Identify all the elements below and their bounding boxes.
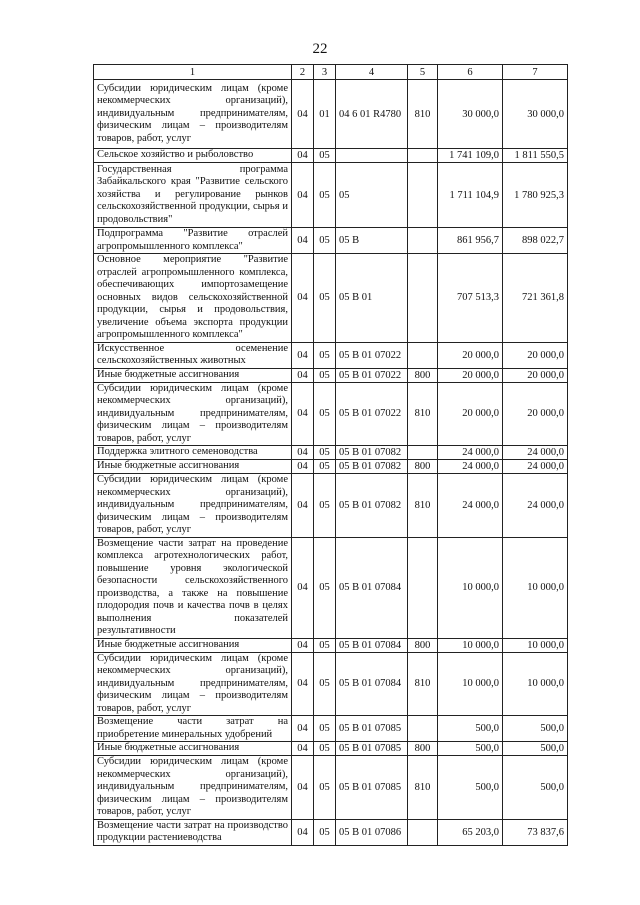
table-row [94, 163, 568, 228]
header-col-name: 1 [94, 65, 292, 80]
header-col-pr: 3 [314, 65, 336, 80]
row-subsection-code: 05 [314, 382, 336, 446]
row-target-article-code: 05 В 01 07084 [336, 537, 408, 638]
row-target-article-code: 05 В 01 07085 [336, 716, 408, 742]
row-sum-year1: 500,0 [438, 716, 503, 742]
table-row [94, 474, 568, 538]
row-sum-year1: 24 000,0 [438, 460, 503, 474]
row-section-code: 04 [292, 149, 314, 163]
row-name: Возмещение части затрат на приобретение минеральных удобрений [94, 716, 292, 742]
row-sum-year2: 73 837,6 [503, 819, 568, 845]
row-name: Подпрограмма "Развитие отраслей агропромышленного комплекса" [94, 228, 292, 254]
row-subsection-code: 05 [314, 537, 336, 638]
row-expense-type-code [408, 163, 438, 228]
header-col-sum-year1: 6 [438, 65, 503, 80]
row-sum-year1: 65 203,0 [438, 819, 503, 845]
row-sum-year2: 10 000,0 [503, 652, 568, 716]
row-target-article-code: 05 В 01 07086 [336, 819, 408, 845]
row-name: Субсидии юридическим лицам (кроме некоммерческих организаций), индивидуальным предпринимателям, физическим лицам – производителям товаров, работ, услуг [94, 382, 292, 446]
row-subsection-code: 05 [314, 742, 336, 756]
header-col-sum-year2: 7 [503, 65, 568, 80]
row-expense-type-code [408, 716, 438, 742]
row-name: Субсидии юридическим лицам (кроме некоммерческих организаций), индивидуальным предпринимателям, физическим лицам – производителям товаров, работ, услуг [94, 80, 292, 149]
row-target-article-code: 05 В 01 07084 [336, 652, 408, 716]
row-subsection-code: 05 [314, 254, 336, 343]
row-target-article-code [336, 149, 408, 163]
row-target-article-code: 05 В 01 07022 [336, 368, 408, 382]
row-sum-year1: 20 000,0 [438, 342, 503, 368]
row-expense-type-code [408, 446, 438, 460]
row-target-article-code: 05 В [336, 228, 408, 254]
row-target-article-code: 04 6 01 R4780 [336, 80, 408, 149]
row-section-code: 04 [292, 163, 314, 228]
row-expense-type-code [408, 228, 438, 254]
row-expense-type-code [408, 149, 438, 163]
row-expense-type-code: 800 [408, 742, 438, 756]
row-sum-year2: 24 000,0 [503, 474, 568, 538]
row-expense-type-code: 800 [408, 460, 438, 474]
row-target-article-code: 05 В 01 07022 [336, 342, 408, 368]
row-target-article-code: 05 В 01 07085 [336, 742, 408, 756]
table-row [94, 446, 568, 460]
row-section-code: 04 [292, 716, 314, 742]
row-section-code: 04 [292, 460, 314, 474]
table-row [94, 819, 568, 845]
row-name: Поддержка элитного семеноводства [94, 446, 292, 460]
row-subsection-code: 05 [314, 756, 336, 820]
row-sum-year2: 898 022,7 [503, 228, 568, 254]
row-target-article-code: 05 В 01 07085 [336, 756, 408, 820]
row-sum-year1: 10 000,0 [438, 652, 503, 716]
row-sum-year1: 500,0 [438, 756, 503, 820]
header-col-csr: 4 [336, 65, 408, 80]
row-subsection-code: 05 [314, 149, 336, 163]
row-sum-year1: 707 513,3 [438, 254, 503, 343]
row-sum-year1: 500,0 [438, 742, 503, 756]
row-target-article-code: 05 В 01 07082 [336, 460, 408, 474]
row-name: Субсидии юридическим лицам (кроме некоммерческих организаций), индивидуальным предпринимателям, физическим лицам – производителям товаров, работ, услуг [94, 652, 292, 716]
row-name: Иные бюджетные ассигнования [94, 368, 292, 382]
row-expense-type-code [408, 537, 438, 638]
row-section-code: 04 [292, 80, 314, 149]
row-name: Субсидии юридическим лицам (кроме некоммерческих организаций), индивидуальным предпринимателям, физическим лицам – производителям товаров, работ, услуг [94, 756, 292, 820]
row-subsection-code: 05 [314, 474, 336, 538]
row-name: Основное мероприятие "Развитие отраслей агропромышленного комплекса, обеспечивающих импортозамещение основных видов сельскохозяйственной продукции, сырья и продовольствия, увеличение объема экспорта продукции агропромышленного комплекса" [94, 254, 292, 343]
row-name: Возмещение части затрат на проведение комплекса агротехнологических работ, повышение уровня экологической безопасности сельскохозяйственного производства, а также на повышение плодородия почв и качества почв в целях выполнения показателей результативности [94, 537, 292, 638]
row-name: Государственная программа Забайкальского края "Развитие сельского хозяйства и регулирование рынков сельскохозяйственной продукции, сырья и продовольствия" [94, 163, 292, 228]
row-target-article-code: 05 В 01 [336, 254, 408, 343]
row-subsection-code: 05 [314, 228, 336, 254]
row-name: Иные бюджетные ассигнования [94, 638, 292, 652]
table-row [94, 638, 568, 652]
row-sum-year1: 10 000,0 [438, 537, 503, 638]
row-subsection-code: 05 [314, 716, 336, 742]
row-sum-year2: 10 000,0 [503, 537, 568, 638]
row-section-code: 04 [292, 254, 314, 343]
row-name: Возмещение части затрат на производство продукции растениеводства [94, 819, 292, 845]
row-subsection-code: 05 [314, 446, 336, 460]
row-sum-year2: 500,0 [503, 756, 568, 820]
row-subsection-code: 05 [314, 342, 336, 368]
row-expense-type-code [408, 342, 438, 368]
row-sum-year1: 1 711 104,9 [438, 163, 503, 228]
row-expense-type-code: 800 [408, 638, 438, 652]
header-col-vr: 5 [408, 65, 438, 80]
table-row [94, 716, 568, 742]
header-col-rz: 2 [292, 65, 314, 80]
row-target-article-code: 05 В 01 07084 [336, 638, 408, 652]
table-row [94, 368, 568, 382]
row-sum-year2: 20 000,0 [503, 382, 568, 446]
row-target-article-code: 05 [336, 163, 408, 228]
row-sum-year2: 721 361,8 [503, 254, 568, 343]
budget-table [93, 64, 568, 846]
row-sum-year1: 10 000,0 [438, 638, 503, 652]
table-row [94, 149, 568, 163]
page-number: 22 [312, 41, 328, 57]
row-section-code: 04 [292, 638, 314, 652]
row-expense-type-code: 810 [408, 80, 438, 149]
row-expense-type-code: 810 [408, 652, 438, 716]
row-sum-year2: 24 000,0 [503, 460, 568, 474]
table-row [94, 652, 568, 716]
row-section-code: 04 [292, 742, 314, 756]
row-name: Сельское хозяйство и рыболовство [94, 149, 292, 163]
row-sum-year2: 500,0 [503, 742, 568, 756]
row-sum-year1: 24 000,0 [438, 474, 503, 538]
row-name: Искусственное осеменение сельскохозяйственных животных [94, 342, 292, 368]
table-row [94, 742, 568, 756]
row-sum-year1: 30 000,0 [438, 80, 503, 149]
row-sum-year1: 1 741 109,0 [438, 149, 503, 163]
row-section-code: 04 [292, 756, 314, 820]
table-row [94, 342, 568, 368]
row-subsection-code: 01 [314, 80, 336, 149]
row-section-code: 04 [292, 652, 314, 716]
row-section-code: 04 [292, 382, 314, 446]
row-sum-year2: 500,0 [503, 716, 568, 742]
row-name: Иные бюджетные ассигнования [94, 742, 292, 756]
row-section-code: 04 [292, 819, 314, 845]
row-sum-year2: 10 000,0 [503, 638, 568, 652]
row-expense-type-code: 810 [408, 474, 438, 538]
row-subsection-code: 05 [314, 163, 336, 228]
row-subsection-code: 05 [314, 819, 336, 845]
row-sum-year2: 30 000,0 [503, 80, 568, 149]
row-target-article-code: 05 В 01 07082 [336, 474, 408, 538]
table-row [94, 228, 568, 254]
row-name: Иные бюджетные ассигнования [94, 460, 292, 474]
row-expense-type-code: 800 [408, 368, 438, 382]
row-section-code: 04 [292, 537, 314, 638]
row-subsection-code: 05 [314, 460, 336, 474]
table-row [94, 382, 568, 446]
row-section-code: 04 [292, 342, 314, 368]
table-body [94, 80, 568, 846]
row-sum-year2: 20 000,0 [503, 368, 568, 382]
row-section-code: 04 [292, 368, 314, 382]
table-row [94, 756, 568, 820]
row-sum-year2: 1 811 550,5 [503, 149, 568, 163]
row-subsection-code: 05 [314, 368, 336, 382]
row-section-code: 04 [292, 228, 314, 254]
row-name: Субсидии юридическим лицам (кроме некоммерческих организаций), индивидуальным предпринимателям, физическим лицам – производителям товаров, работ, услуг [94, 474, 292, 538]
row-sum-year1: 861 956,7 [438, 228, 503, 254]
row-target-article-code: 05 В 01 07022 [336, 382, 408, 446]
row-subsection-code: 05 [314, 652, 336, 716]
row-expense-type-code [408, 819, 438, 845]
row-sum-year1: 20 000,0 [438, 368, 503, 382]
table-row [94, 80, 568, 149]
row-expense-type-code: 810 [408, 382, 438, 446]
row-expense-type-code [408, 254, 438, 343]
table-row [94, 254, 568, 343]
row-expense-type-code: 810 [408, 756, 438, 820]
table-row [94, 460, 568, 474]
row-sum-year1: 24 000,0 [438, 446, 503, 460]
row-sum-year1: 20 000,0 [438, 382, 503, 446]
row-section-code: 04 [292, 446, 314, 460]
header-row [94, 65, 568, 80]
row-sum-year2: 1 780 925,3 [503, 163, 568, 228]
row-sum-year2: 20 000,0 [503, 342, 568, 368]
row-sum-year2: 24 000,0 [503, 446, 568, 460]
row-target-article-code: 05 В 01 07082 [336, 446, 408, 460]
row-section-code: 04 [292, 474, 314, 538]
row-subsection-code: 05 [314, 638, 336, 652]
table-row [94, 537, 568, 638]
